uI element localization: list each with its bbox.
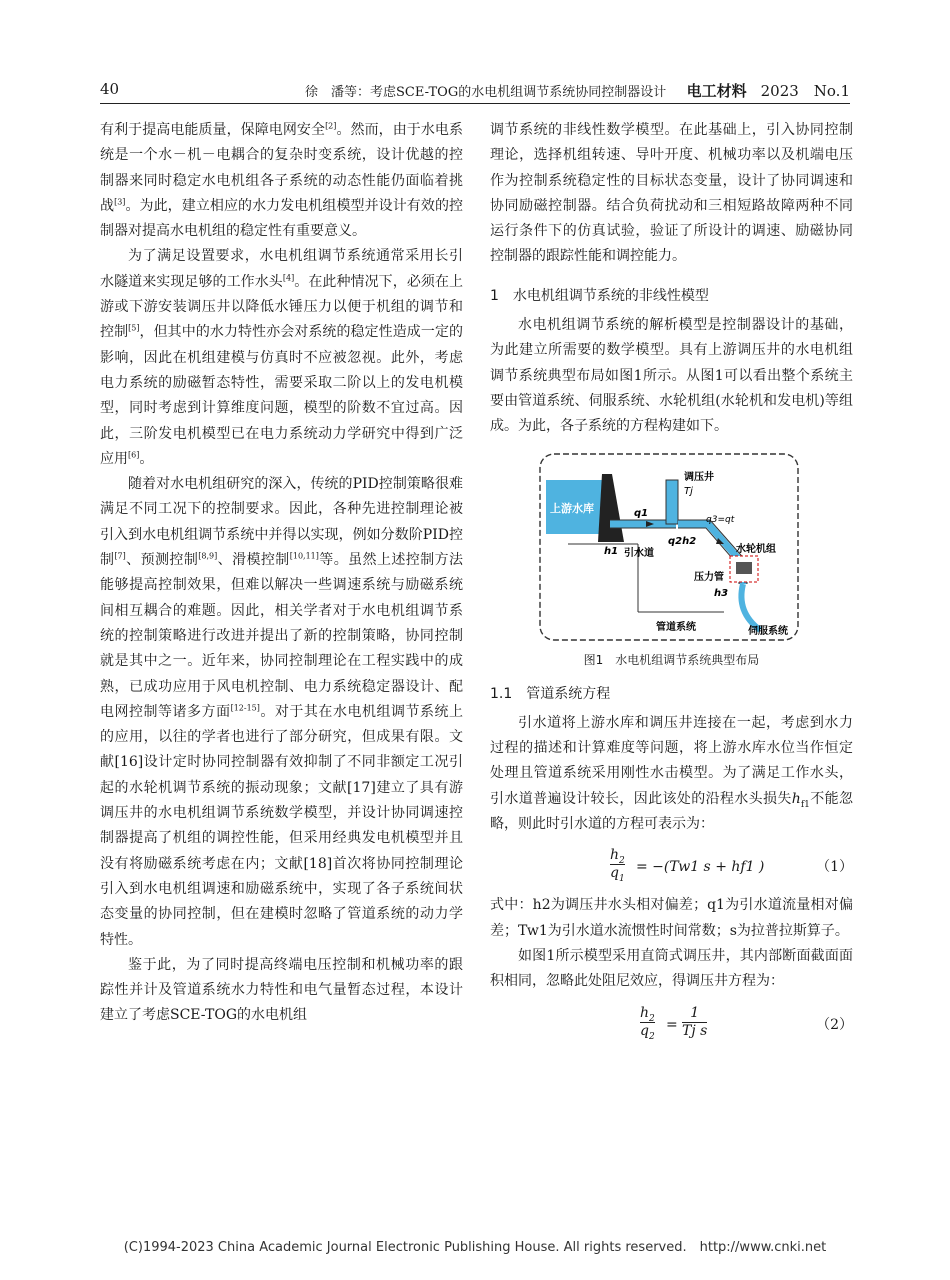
paragraph: 有利于提高电能质量，保障电网安全[2]。然而，由于水电系统是一个水－机－电耦合的复杂时变系统，设计优越的控制器来同时稳定水电机组各子系统的动态性能仍面临着挑战[3]。为此，建立相应的水力发电机组模型并设计有效的控制器对提高水电机组的稳定性有重要意义。 — [100, 121, 464, 240]
paragraph: 调节系统的非线性数学模型。在此基础上，引入协同控制理论，选择机组转速、导叶开度、机械功率以及机端电压作为控制系统稳定性的目标状态变量，设计了协同调速和协同励磁控制器。结合负荷扰动和三相短路故障两种不同运行条件下的仿真试验，验证了所设计的调速、励磁协同控制器的跟踪性能和调控能力。 — [490, 122, 853, 265]
paragraph: 随着对水电机组研究的深入，传统的PID控制策略很难满足不同工况下的控制要求。因此，各种先进控制理论被引入到水电机组调节系统中并得以实现，例如分数阶PID控制[7]、预测控制[8,9]、滑模控制[10,11]等。虽然上述控制方法能够提高控制效果，但难以解决一些调速系统与励磁系统间相互耦合的难题。因此，相关学者对于水电机组调节系统的控制策略进行改进并提出了新的控制策略，协同控制就是其中之一。近年来，协同控制理论在工程实践中的成熟，已成功应用于风电机控制、电力系统稳定器设计、配电网控制等诸多方面[12-15]。对于其在水电机组调节系统上的应用，以往的学者也进行了部分研究，但成果有限。文献[16]设计定时协同控制器有效抑制了不同非额定工况引起的水轮机调节系统的振动现象；文献[17]建立了具有游调压井的水电机组调节系统数学模型，并设计协同调速控制器提高了机组的调控性能，但采用经典发电机模型并且没有将励磁系统考虑在内；文献[18]首次将协同控制理论引入到水电机组调速和励磁系统中，实现了各子系统间状态变量的协同控制，但在建模时忽略了管道系统的动力学特性。 — [100, 476, 464, 948]
eq2-fraction-lhs: $\frac{h_2}{q_2}$ — [640, 1004, 655, 1042]
figure-1 — [490, 452, 853, 668]
label-tj: Tj — [684, 485, 693, 497]
label-q3qt: q3=qt — [706, 514, 735, 525]
eq1-number: （1） — [816, 859, 853, 876]
page-number: 40 — [100, 80, 120, 98]
journal-name: 电工材料 — [686, 82, 747, 100]
figure-caption: 图1 水电机组调节系统典型布局 — [583, 652, 760, 667]
paragraph: 为了满足设置要求，水电机组调节系统通常采用长引水隧道来实现足够的工作水头[4]。在此种情况下，必须在上游或下游安装调压井以降低水锤压力以便于机组的调节和控制[5]，但其中的水力特性亦会对系统的稳定性造成一定的影响，因此在机组建模与仿真时不应被忽视。此外，考虑电力系统的励磁暂态特性，需要采取二阶以上的发电机模型，同时考虑到计算维度问题，模型的阶数不宜过高。因此，三阶发电机模型已在电力系统动力学研究中得到广泛应用[6]。 — [100, 248, 464, 467]
equation-2: $\frac{h_2}{q_2}$ = $\frac{1}{\text{Tj s}}$ （2） — [640, 1004, 853, 1042]
eq2-fraction-rhs: $\frac{1}{\text{Tj s}}$ — [682, 1004, 708, 1039]
journal-info — [687, 80, 850, 101]
label-conduit: 引水道 — [624, 547, 654, 559]
equation-1 — [490, 843, 853, 887]
copyright-footer: (C)1994-2023 China Academic Journal Electronic Publishing House. All rights reserved. http://www.cnki.net — [123, 1240, 827, 1255]
paragraph: 如图1所示模型采用直筒式调压井，其内部断面截面面积相同，忽略此处阻尼效应，得调压井方程为： — [490, 947, 853, 990]
label-q1: q1 — [634, 507, 649, 519]
section-heading-1: 1 水电机组调节系统的非线性模型 — [490, 287, 709, 304]
label-h3: h3 — [714, 587, 729, 599]
paragraph: 式中：h2为调压井水头相对偏差；q1为引水道流量相对偏差；Tw1为引水道水流惯性时间常数；s为拉普拉斯算子。 — [490, 897, 853, 939]
eq1-rhs: = −(Tw1 s + hf1 ) — [636, 859, 765, 876]
left-column — [100, 118, 463, 1029]
label-servo: 伺服系统 — [748, 625, 788, 637]
year-issue: 2023 No.1 — [760, 82, 850, 100]
paragraph: 水电机组调节系统的解析模型是控制器设计的基础，为此建立所需要的数学模型。具有上游调压井的水电机组调节系统典型布局如图1所示。从图1可以看出整个系统主要由管道系统、伺服系统、水轮机组(水轮机和发电机)等组成。为此，各子系统的方程构建如下。 — [490, 317, 853, 435]
eq2-number: （2） — [816, 1016, 853, 1033]
label-surge: 调压井 — [684, 471, 714, 483]
running-title: 徐 潘等：考虑SCE-TOG的水电机组调节系统协同控制器设计 — [305, 85, 667, 100]
label-q2h2: q2h2 — [668, 535, 697, 547]
draft-tube — [741, 584, 760, 630]
label-penstock: 压力管 — [694, 571, 724, 583]
paragraph: 鉴于此，为了同时提高终端电压控制和机械功率的跟踪性并计及管道系统水力特性和电气量暂态过程，本设计建立了考虑SCE-TOG的水电机组 — [100, 956, 463, 1024]
running-header — [100, 80, 850, 104]
turbine-icon — [736, 562, 752, 574]
label-reservoir: 上游水库 — [550, 501, 594, 515]
hydro-layout-diagram — [538, 452, 800, 642]
eq1-fraction: $\frac{h_2}{q_1}$ — [610, 847, 625, 885]
surge-tank — [666, 480, 678, 524]
right-column — [490, 118, 853, 1051]
label-pipe-system: 管道系统 — [656, 621, 696, 633]
label-turbine: 水轮机组 — [736, 543, 776, 555]
label-h1: h1 — [604, 545, 619, 557]
paragraph: 引水道将上游水库和调压井连接在一起，考虑到水力过程的描述和计算难度等问题，将上游水库水位当作恒定处理且管道系统采用刚性水击模型。为了满足工作水头，引水道普遍设计较长，因此该处的沿程水头损失$h_{f1}$不能忽略，则此时引水道的方程可表示为： — [490, 714, 854, 833]
section-heading-1-1: 1.1 管道系统方程 — [490, 685, 611, 702]
header-rule — [100, 103, 850, 104]
dam — [598, 474, 624, 542]
